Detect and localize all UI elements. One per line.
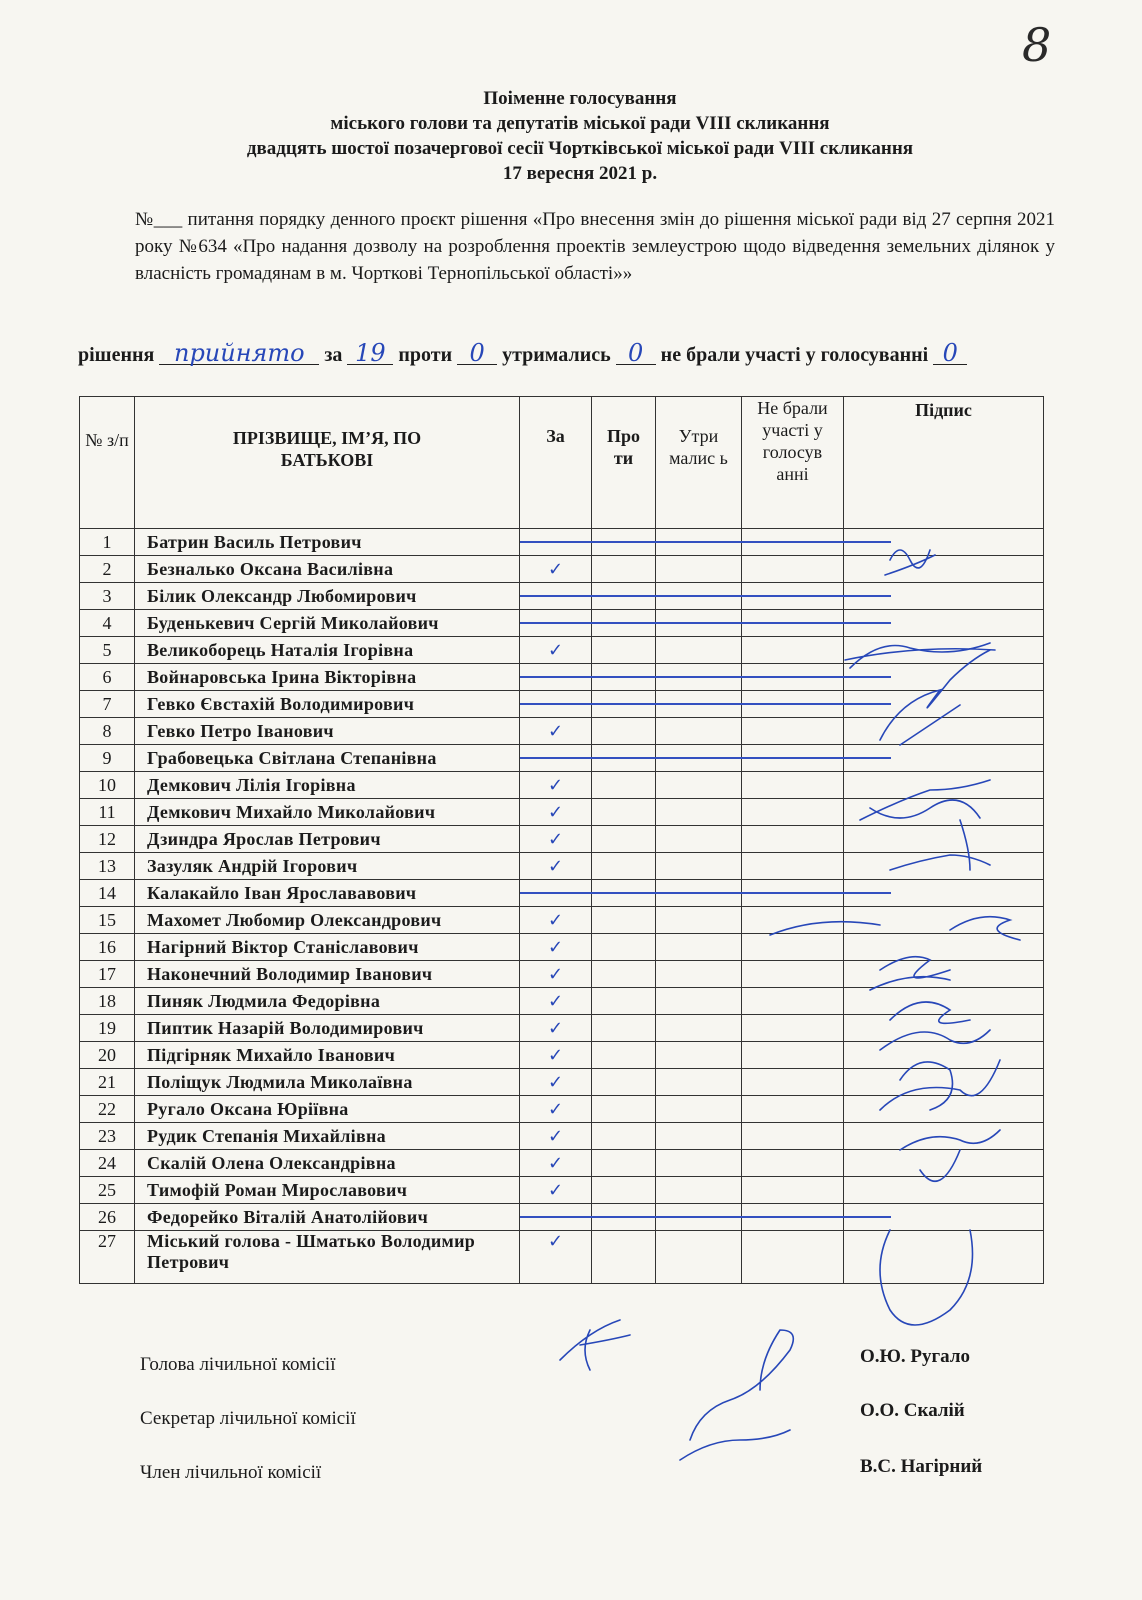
signature-cell — [844, 1150, 1044, 1177]
header-date: 17 вересня 2021 р. — [502, 163, 658, 184]
header-not-voted: Не брали участі у голосув анні — [742, 397, 844, 529]
abstained-label: утримались — [502, 344, 611, 366]
deputy-name: Міський голова - Шматько Володимир Петрович — [135, 1231, 520, 1284]
vote-not-voted-cell — [742, 853, 844, 880]
vote-not-voted-cell — [742, 1042, 844, 1069]
vote-table — [79, 396, 1044, 1284]
signature-cell — [844, 1069, 1044, 1096]
vote-not-voted-cell — [742, 1150, 844, 1177]
vote-not-voted-cell — [742, 1069, 844, 1096]
row-number: 19 — [80, 1015, 135, 1042]
vote-not-voted-cell — [742, 637, 844, 664]
vote-for-mark — [520, 583, 592, 610]
table-row — [80, 907, 1044, 934]
row-number: 8 — [80, 718, 135, 745]
vote-abstained-cell — [656, 907, 742, 934]
vote-against-cell — [592, 934, 656, 961]
row-number: 12 — [80, 826, 135, 853]
vote-not-voted-cell — [742, 799, 844, 826]
vote-abstained-cell — [656, 988, 742, 1015]
vote-for-mark: ✓ — [520, 907, 592, 934]
against-count: 0 — [457, 342, 497, 365]
deputy-name: Підгірняк Михайло Іванович — [135, 1042, 520, 1069]
table-row — [80, 799, 1044, 826]
row-number: 5 — [80, 637, 135, 664]
vote-for-mark — [520, 664, 592, 691]
vote-for-mark: ✓ — [520, 556, 592, 583]
vote-abstained-cell — [656, 637, 742, 664]
vote-for-mark: ✓ — [520, 799, 592, 826]
vote-for-mark — [520, 691, 592, 718]
vote-against-cell — [592, 1015, 656, 1042]
table-row — [80, 691, 1044, 718]
table-row — [80, 1123, 1044, 1150]
row-number: 10 — [80, 772, 135, 799]
row-number: 22 — [80, 1096, 135, 1123]
vote-for-mark: ✓ — [520, 988, 592, 1015]
vote-not-voted-cell — [742, 907, 844, 934]
header-subtitle: міського голови та депутатів міської ради VIII скликання — [330, 113, 830, 134]
deputy-name: Великоборець Наталія Ігорівна — [135, 637, 520, 664]
for-label: за — [324, 344, 343, 366]
row-number: 25 — [80, 1177, 135, 1204]
commission-name-secretary: О.О. Скалій — [860, 1400, 965, 1421]
deputy-name: Калакайло Іван Ярослававович — [135, 880, 520, 907]
vote-against-cell — [592, 1123, 656, 1150]
deputy-name: Поліщук Людмила Миколаївна — [135, 1069, 520, 1096]
table-row — [80, 772, 1044, 799]
vote-abstained-cell — [656, 934, 742, 961]
vote-for-mark: ✓ — [520, 961, 592, 988]
vote-for-mark — [520, 745, 592, 772]
vote-against-cell — [592, 556, 656, 583]
vote-against-cell — [592, 1042, 656, 1069]
vote-for-mark — [520, 1204, 592, 1231]
question-text: питання порядку денного проєкт рішення «Про внесення змін до рішення міської ради від 27 серпня 2021 року №634 «Про надання дозволу на розроблення проектів землеустрою щодо відведення земельних ділянок у власність громадянам в м. Чорткові Тернопільської області»» — [135, 209, 1056, 284]
vote-not-voted-cell — [742, 826, 844, 853]
document-header — [80, 86, 1080, 186]
deputy-name: Гевко Петро Іванович — [135, 718, 520, 745]
vote-abstained-cell — [656, 718, 742, 745]
vote-for-mark: ✓ — [520, 1150, 592, 1177]
table-row — [80, 988, 1044, 1015]
table-row — [80, 1150, 1044, 1177]
signature-cell — [844, 934, 1044, 961]
commission-name-member: В.С. Нагірний — [860, 1456, 983, 1477]
vote-abstained-cell — [656, 1231, 742, 1284]
vote-for-mark: ✓ — [520, 1123, 592, 1150]
vote-abstained-cell — [656, 961, 742, 988]
deputy-name: Войнаровська Ірина Вікторівна — [135, 664, 520, 691]
vote-for-mark: ✓ — [520, 637, 592, 664]
not-voted-count: 0 — [933, 342, 967, 365]
vote-against-cell — [592, 1096, 656, 1123]
table-row — [80, 1069, 1044, 1096]
deputy-name: Гевко Євстахій Володимирович — [135, 691, 520, 718]
decision-line — [78, 339, 967, 367]
row-number: 1 — [80, 529, 135, 556]
deputy-name: Тимофій Роман Мирославович — [135, 1177, 520, 1204]
table-row — [80, 583, 1044, 610]
page-number: 8 — [1022, 18, 1052, 72]
signature-cell — [844, 1231, 1044, 1284]
vote-abstained-cell — [656, 826, 742, 853]
for-count: 19 — [347, 342, 393, 365]
vote-not-voted-cell — [742, 772, 844, 799]
row-number: 16 — [80, 934, 135, 961]
signature-cell — [844, 1123, 1044, 1150]
vote-not-voted-cell — [742, 988, 844, 1015]
row-number: 11 — [80, 799, 135, 826]
deputy-name: Зазуляк Андрій Ігорович — [135, 853, 520, 880]
table-row — [80, 637, 1044, 664]
signature-cell — [844, 1042, 1044, 1069]
vote-for-mark: ✓ — [520, 1015, 592, 1042]
vote-for-mark: ✓ — [520, 934, 592, 961]
signature-cell — [844, 1096, 1044, 1123]
header-abstained: Утри малис ь — [656, 397, 742, 529]
vote-for-mark: ✓ — [520, 1069, 592, 1096]
header-title: Поіменне голосування — [483, 88, 677, 109]
vote-for-mark: ✓ — [520, 1042, 592, 1069]
vote-for-mark: ✓ — [520, 1177, 592, 1204]
vote-not-voted-cell — [742, 961, 844, 988]
vote-abstained-cell — [656, 1069, 742, 1096]
table-row — [80, 880, 1044, 907]
vote-against-cell — [592, 1069, 656, 1096]
vote-abstained-cell — [656, 1096, 742, 1123]
not-voted-label: не брали участі у голосуванні — [660, 344, 929, 366]
vote-for-mark: ✓ — [520, 1096, 592, 1123]
vote-not-voted-cell — [742, 1231, 844, 1284]
signature-cell — [844, 853, 1044, 880]
header-against: Про ти — [592, 397, 656, 529]
deputy-name: Демкович Лілія Ігорівна — [135, 772, 520, 799]
signature-cell — [844, 907, 1044, 934]
table-row — [80, 826, 1044, 853]
commission-role-member: Член лічильної комісії — [140, 1462, 322, 1483]
deputy-name: Білик Олександр Любомирович — [135, 583, 520, 610]
vote-abstained-cell — [656, 1015, 742, 1042]
deputy-name: Федорейко Віталій Анатолійович — [135, 1204, 520, 1231]
table-row — [80, 961, 1044, 988]
header-signature: Підпис — [844, 397, 1044, 529]
row-number: 3 — [80, 583, 135, 610]
row-number: 23 — [80, 1123, 135, 1150]
vote-abstained-cell — [656, 799, 742, 826]
signature-cell — [844, 718, 1044, 745]
vote-against-cell — [592, 961, 656, 988]
deputy-name: Наконечний Володимир Іванович — [135, 961, 520, 988]
deputy-name: Ругало Оксана Юріївна — [135, 1096, 520, 1123]
vote-against-cell — [592, 988, 656, 1015]
signature-cell — [844, 799, 1044, 826]
header-for: За — [520, 397, 592, 529]
table-row — [80, 1096, 1044, 1123]
row-number: 27 — [80, 1231, 135, 1284]
row-number: 26 — [80, 1204, 135, 1231]
vote-against-cell — [592, 1177, 656, 1204]
signature-cell — [844, 961, 1044, 988]
row-number: 7 — [80, 691, 135, 718]
deputy-name: Дзиндра Ярослав Петрович — [135, 826, 520, 853]
signature-cell — [844, 772, 1044, 799]
row-number: 13 — [80, 853, 135, 880]
table-row — [80, 1231, 1044, 1284]
vote-not-voted-cell — [742, 1096, 844, 1123]
deputy-name: Рудик Степанія Михайлівна — [135, 1123, 520, 1150]
decision-label: рішення — [78, 344, 155, 366]
deputy-name: Батрин Василь Петрович — [135, 529, 520, 556]
vote-against-cell — [592, 772, 656, 799]
signature-cell — [844, 1015, 1044, 1042]
deputy-name: Грабовецька Світлана Степанівна — [135, 745, 520, 772]
vote-not-voted-cell — [742, 718, 844, 745]
header-name: ПРІЗВИЩЕ, ІМ’Я, ПО БАТЬКОВІ — [135, 397, 520, 529]
vote-not-voted-cell — [742, 1123, 844, 1150]
vote-for-mark — [520, 529, 592, 556]
deputy-name: Нагірний Віктор Станіславович — [135, 934, 520, 961]
vote-abstained-cell — [656, 1123, 742, 1150]
row-number: 6 — [80, 664, 135, 691]
table-row — [80, 934, 1044, 961]
row-number: 17 — [80, 961, 135, 988]
table-row — [80, 745, 1044, 772]
header-num: № з/п — [80, 397, 135, 529]
deputy-name: Безналько Оксана Василівна — [135, 556, 520, 583]
vote-abstained-cell — [656, 556, 742, 583]
row-number: 24 — [80, 1150, 135, 1177]
row-number: 9 — [80, 745, 135, 772]
table-row — [80, 718, 1044, 745]
row-number: 18 — [80, 988, 135, 1015]
row-number: 20 — [80, 1042, 135, 1069]
commission-role-secretary: Секретар лічильної комісії — [140, 1408, 356, 1429]
table-row — [80, 556, 1044, 583]
commission-role-chair: Голова лічильної комісії — [140, 1354, 336, 1375]
table-row — [80, 1015, 1044, 1042]
vote-against-cell — [592, 718, 656, 745]
decision-result: прийнято — [159, 342, 319, 365]
signature-cell — [844, 1177, 1044, 1204]
vote-not-voted-cell — [742, 1015, 844, 1042]
table-row — [80, 610, 1044, 637]
vote-against-cell — [592, 637, 656, 664]
abstained-count: 0 — [616, 342, 656, 365]
vote-abstained-cell — [656, 772, 742, 799]
table-row — [80, 853, 1044, 880]
agenda-question — [135, 206, 1055, 287]
table-row — [80, 529, 1044, 556]
deputy-name: Скалій Олена Олександрівна — [135, 1150, 520, 1177]
vote-abstained-cell — [656, 1177, 742, 1204]
vote-against-cell — [592, 853, 656, 880]
vote-rows — [80, 529, 1044, 1284]
row-number: 14 — [80, 880, 135, 907]
vote-not-voted-cell — [742, 1177, 844, 1204]
vote-for-mark — [520, 610, 592, 637]
table-row — [80, 664, 1044, 691]
row-number: 15 — [80, 907, 135, 934]
commission-name-chair: О.Ю. Ругало — [860, 1346, 970, 1367]
signature-cell — [844, 637, 1044, 664]
vote-against-cell — [592, 1231, 656, 1284]
table-row — [80, 1042, 1044, 1069]
deputy-name: Демкович Михайло Миколайович — [135, 799, 520, 826]
question-number: №___ — [135, 209, 183, 230]
signature-cell — [844, 556, 1044, 583]
vote-for-mark — [520, 880, 592, 907]
vote-abstained-cell — [656, 1042, 742, 1069]
vote-not-voted-cell — [742, 934, 844, 961]
vote-not-voted-cell — [742, 556, 844, 583]
deputy-name: Буденькевич Сергій Миколайович — [135, 610, 520, 637]
deputy-name: Пиптик Назарій Володимирович — [135, 1015, 520, 1042]
row-number: 21 — [80, 1069, 135, 1096]
row-number: 2 — [80, 556, 135, 583]
deputy-name: Пиняк Людмила Федорівна — [135, 988, 520, 1015]
table-row — [80, 1177, 1044, 1204]
vote-for-mark: ✓ — [520, 772, 592, 799]
vote-abstained-cell — [656, 853, 742, 880]
signature-cell — [844, 988, 1044, 1015]
deputy-name: Махомет Любомир Олександрович — [135, 907, 520, 934]
header-session: двадцять шостої позачергової сесії Чортківської міської ради VIII скликання — [246, 138, 914, 159]
table-row — [80, 1204, 1044, 1231]
vote-abstained-cell — [656, 1150, 742, 1177]
against-label: проти — [398, 344, 453, 366]
vote-for-mark: ✓ — [520, 826, 592, 853]
vote-against-cell — [592, 826, 656, 853]
signature-cell — [844, 826, 1044, 853]
vote-against-cell — [592, 799, 656, 826]
row-number: 4 — [80, 610, 135, 637]
vote-for-mark: ✓ — [520, 718, 592, 745]
vote-for-mark: ✓ — [520, 1231, 592, 1284]
vote-against-cell — [592, 1150, 656, 1177]
vote-against-cell — [592, 907, 656, 934]
vote-for-mark: ✓ — [520, 853, 592, 880]
